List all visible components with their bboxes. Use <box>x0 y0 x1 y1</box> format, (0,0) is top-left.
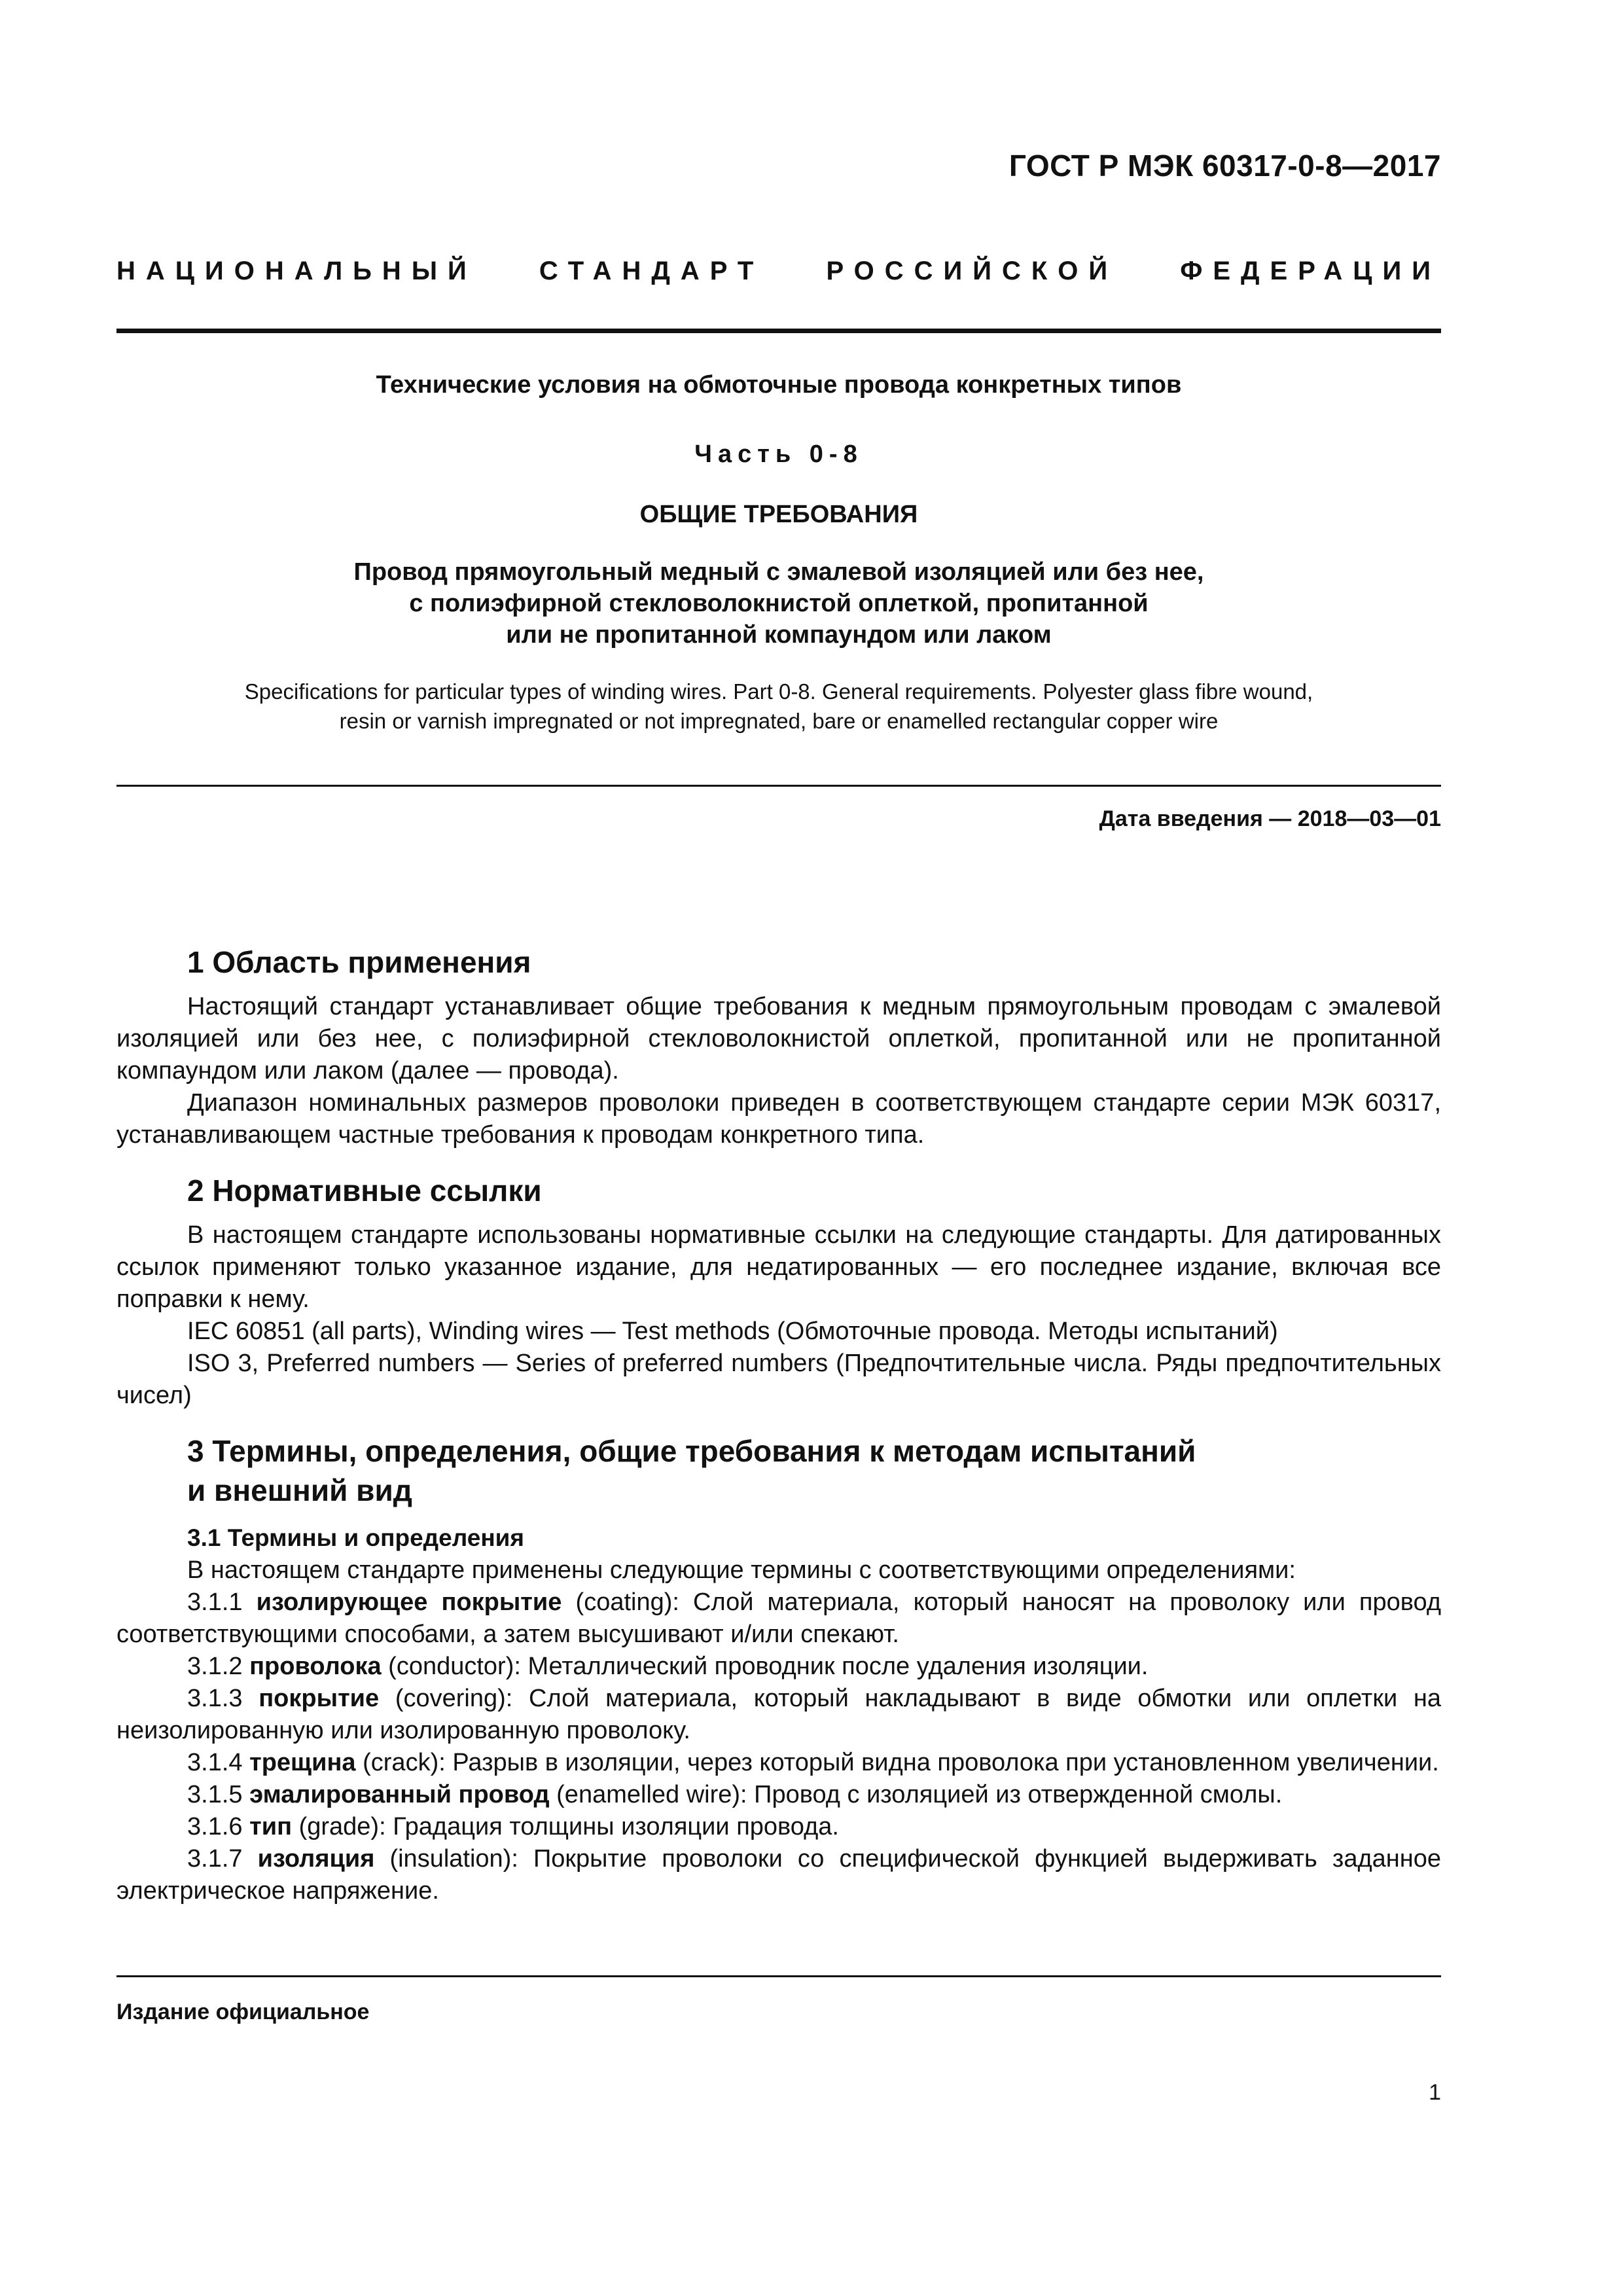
standard-designation: ГОСТ Р МЭК 60317-0-8—2017 <box>1008 149 1441 183</box>
paragraph: ISO 3, Preferred numbers — Series of preferred numbers (Предпочтительные числа. Ряды предпочтительных чисел) <box>116 1350 1441 1409</box>
section-heading: 2 Нормативные ссылки <box>187 1174 542 1208</box>
title-subtitle <box>116 556 1441 651</box>
official-publication-label: Издание официальное <box>116 2000 370 2024</box>
paragraph: В настоящем стандарте применены следующие термины с соответствующими определениями: <box>187 1556 1296 1584</box>
term-definition: 3.1.4 трещина (crack): Разрыв в изоляции, через который видна проволока при установленном увеличении. <box>187 1749 1439 1776</box>
section-1 <box>116 942 1441 1151</box>
term: трещина <box>249 1749 356 1776</box>
term-definition: 3.1.1 изолирующее покрытие (coating): Слой материала, который наносят на проволоку или провод соответствующими способами, а затем высушивают и/или спекают. <box>116 1588 1441 1648</box>
term: эмалированный провод <box>249 1781 550 1808</box>
subtitle-line: Провод прямоугольный медный с эмалевой изоляцией или без нее, <box>353 558 1204 586</box>
title-part: Часть 0-8 <box>694 440 863 468</box>
english-line: resin or varnish impregnated or not impregnated, bare or enamelled rectangular copper wire <box>339 709 1219 733</box>
english-line: Specifications for particular types of winding wires. Part 0-8. General requirements. Polyester glass fibre wound, <box>244 679 1313 704</box>
footer-rule <box>116 1975 1441 1977</box>
section-heading: 1 Область применения <box>187 945 531 979</box>
term-definition: 3.1.2 проволока (conductor): Металлический проводник после удаления изоляции. <box>187 1653 1149 1680</box>
term: изолирующее покрытие <box>256 1588 562 1616</box>
term-definition: 3.1.3 покрытие (covering): Слой материала, который накладывают в виде обмотки или оплетки на неизолированную или изолированную проволоку. <box>116 1685 1441 1744</box>
national-standard-banner: НАЦИОНАЛЬНЫЙ СТАНДАРТ РОССИЙСКОЙ ФЕДЕРАЦИИ <box>116 257 1441 285</box>
header-rule <box>116 329 1441 333</box>
subtitle-line: с полиэфирной стекловолокнистой оплеткой, пропитанной <box>409 590 1149 617</box>
term-definition: 3.1.7 изоляция (insulation): Покрытие проволоки со специфической функцией выдерживать заданное электрическое напряжение. <box>116 1845 1442 1905</box>
paragraph: Настоящий стандарт устанавливает общие требования к медным прямоугольным проводам с эмалевой изоляцией или без нее, с полиэфирной стекловолокнистой оплеткой, пропитанной или не пропитанной компаундом или лаком (далее — провода). <box>116 993 1441 1085</box>
subtitle-line: или не пропитанной компаундом или лаком <box>506 621 1052 649</box>
page-number: 1 <box>1429 2080 1441 2105</box>
section-heading <box>116 1431 1441 1510</box>
subsection-heading: 3.1 Термины и определения <box>187 1524 525 1551</box>
introduction-date: Дата введения — 2018—03—01 <box>1099 806 1441 831</box>
paragraph: В настоящем стандарте использованы нормативные ссылки на следующие стандарты. Для датированных ссылок применяют только указанное издание, для недатированных — его последнее издание, включая все поправки к нему. <box>116 1221 1441 1313</box>
term: проволока <box>249 1653 382 1680</box>
term-definition: 3.1.5 эмалированный провод (enamelled wire): Провод с изоляцией из отвержденной смолы. <box>187 1781 1283 1808</box>
term: изоляция <box>257 1845 375 1873</box>
title-main: Технические условия на обмоточные провода конкретных типов <box>376 371 1182 399</box>
term-definition: 3.1.6 тип (grade): Градация толщины изоляции провода. <box>187 1813 839 1840</box>
heading-line: и внешний вид <box>187 1473 412 1507</box>
title-rule <box>116 785 1441 787</box>
section-2 <box>116 1171 1441 1412</box>
heading-line: 3 Термины, определения, общие требования к методам испытаний <box>187 1434 1196 1468</box>
title-general: ОБЩИЕ ТРЕБОВАНИЯ <box>639 501 918 528</box>
section-3 <box>116 1431 1441 1907</box>
paragraph: Диапазон номинальных размеров проволоки приведен в соответствующем стандарте серии МЭК 60317, устанавливающем частные требования к проводам конкретного типа. <box>116 1089 1441 1149</box>
document-body <box>116 931 1441 1927</box>
title-block <box>116 367 1441 736</box>
term: тип <box>249 1813 293 1840</box>
term: покрытие <box>259 1685 380 1712</box>
title-english <box>116 677 1441 736</box>
paragraph: IEC 60851 (all parts), Winding wires — Test methods (Обмоточные провода. Методы испытаний) <box>187 1318 1278 1345</box>
